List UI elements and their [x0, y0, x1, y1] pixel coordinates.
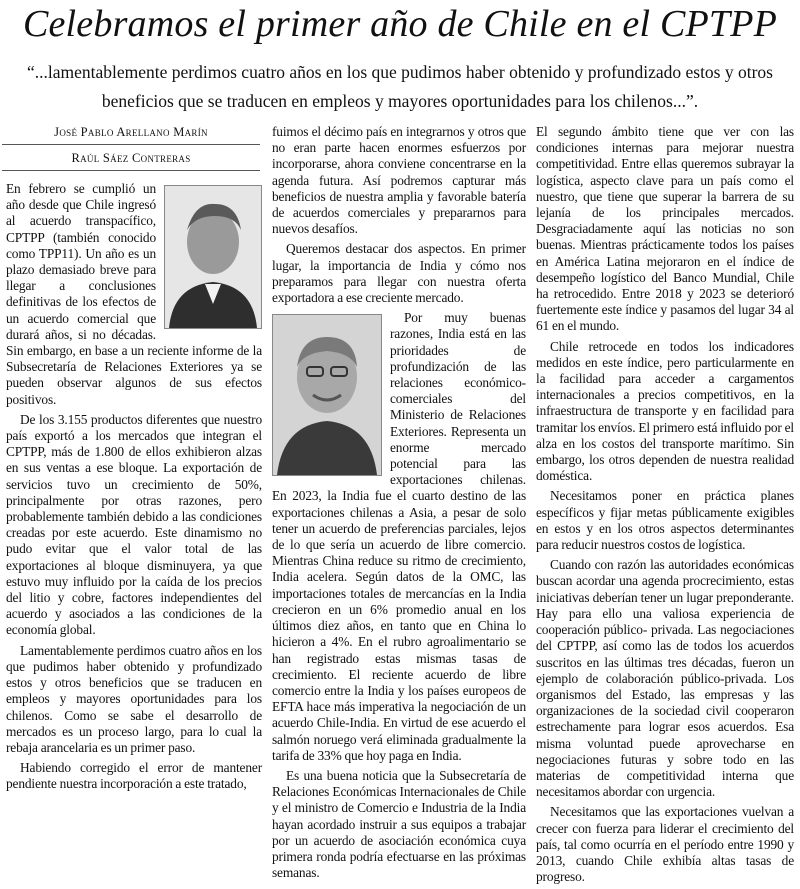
article-paragraph-continuation: El segundo ámbito tiene que ver con las condiciones internas para mejorar nuestra competitividad. Entre ellas queremos subrayar la logística, aspecto clave para un país como el nuestro, que tiene que superar la barrera de su lejanía de los principales mercados. Desgraciadamente aquí las noticias no son buenas. Mientras prácticamente todos los países en América Latina mejoraron en el índice de desempeño logístico del Banco Mundial, Chile ha retrocedido. Entre 2018 y 2023 se deterioró fuertemente este índice y pasamos del lugar 34 al 61 en el mundo.: [536, 124, 794, 334]
byline-divider: [2, 144, 260, 145]
headline: Celebramos el primer año de Chile en el CPTPP: [22, 3, 778, 45]
pull-quote: “...lamentablemente perdimos cuatro años en los que pudimos haber obtenido y profundizado estos y otros beneficios que se traducen en empleos y mayores oportunidades para los chilenos...”.: [27, 62, 773, 111]
article-paragraph: De los 3.155 productos diferentes que nuestro país exportó a los mercados que integran el CPTPP, más de 1.800 de ellos exhibieron alzas en sus ventas a ese bloque. La exportación de servicios tuvo un crecimiento de 50%, principalmente por otras razones, pero probablemente también debido a las condiciones creadas por este acuerdo. Este dinamismo no pudo evitar que el valor total de las exportaciones al bloque disminuyera, ya que estuvo muy influido por la caída de los precios del litio y cobre, factores independientes del acuerdo y asociados a las condiciones de la economía global.: [6, 411, 262, 638]
article-column-1: [6, 181, 262, 797]
article-paragraph: Es una buena noticia que la Subsecretaría de Relaciones Económicas Internacionales de Chile y el ministro de Comercio e Industria de la India hayan acordado instruir a sus equipos a trabajar por un acuerdo de asociación económica cuya primera ronda podría efectuarse en las próximas semanas.: [272, 767, 526, 881]
article-paragraph-continued: Habiendo corregido el error de mantener pendiente nuestra incorporación a este tratado,: [6, 760, 262, 792]
article-paragraph-intro: En febrero se cumplió un año desde que Chile ingresó al acuerdo transpacífico, CPTPP (también conocido como TPP11). Un año es un plazo demasiado breve para llegar a conclusiones definitivas de los efectos de un acuerdo comercial que durará años, si no décadas. Sin embargo, en base a un reciente informe de la Subsecretaría de Relaciones Exteriores ya se pueden observar algunos de sus efectos positivos.: [6, 181, 262, 407]
article-paragraph: Necesitamos poner en práctica planes específicos y fijar metas públicamente exigibles en estos y en los otros aspectos determinantes para reducir nuestros costos de logística.: [536, 488, 794, 553]
article-paragraph: Chile retrocede en todos los indicadores medidos en este índice, pero particularmente en la facilidad para acceder a cargamentos internacionales a precios competitivos, en la infraestructura de transporte y en facilidad para tramitar los envíos. El primero está influido por el alza en los costos del transporte marítimo. Sin embargo, los otros dependen de nuestra realidad doméstica.: [536, 338, 794, 484]
author-photo-arellano: [164, 185, 262, 329]
author-byline-2: Raúl Sáez Contreras: [71, 151, 191, 165]
article-paragraph: Cuando con razón las autoridades económicas buscan acordar una agenda procrecimiento, estas iniciativas deberían tener un lugar preponderante. Hay para ello una valiosa experiencia de cooperación público- privada. Las negociaciones del CPTPP, así como las de todos los acuerdos suscritos en las últimas tres décadas, fueron un ejemplo de colaboración público-privada. Los organismos del Estado, las empresas y las organizaciones de la sociedad civil cooperaron estrechamente para lograr esos acuerdos. Esa misma voluntad puede aprovecharse en negociaciones futuras y sobre todo en las materias de competitividad interna que necesitamos abordar con urgencia.: [536, 557, 794, 800]
article-paragraph-continuation: fuimos el décimo país en integrarnos y otros que no eran parte hacen enormes esfuerzos por incorporarse, ahora conviene concentrarse en la agenda futura. Así podremos capturar más beneficios de nuestra amplia y favorable batería de acuerdos comerciales y prepararnos para nuevos desafíos.: [272, 124, 526, 237]
author-photo-saez: [272, 314, 382, 476]
article-paragraph-india: Por muy buenas razones, India está en las prioridades de profundización de las relaciones económico-comerciales del Ministerio de Relaciones Exteriores. Representa un enorme mercado potencial para las exportaciones chilenas. En 2023, la India fue el cuarto destino de las exportaciones chilenas a Asia, a pesar de solo tener un acuerdo de preferencias parciales, lejos de lo que sería un acuerdo de libre comercio. Mientras China reduce su ritmo de crecimiento, India acelera. Según datos de la OMC, las importaciones totales de mercancías en la India crecieron en un 6% promedio anual en los últimos diez años, en tanto que en China lo hicieron a 4%. En el rubro agroalimentario se han registrado estas mismas tasas de crecimiento. El reciente acuerdo de libre comercio entre la India y los países europeos de EFTA hace más imperativa la negociación de un acuerdo Chile-India. En virtud de ese acuerdo el salmón noruego verá eliminada gradualmente la tarifa de 33% que hoy paga en India.: [272, 310, 526, 763]
byline-divider: [2, 170, 260, 171]
author-byline-1: José Pablo Arellano Marín: [54, 125, 208, 139]
article-paragraph-closing: Necesitamos que las exportaciones vuelvan a crecer con fuerza para liderar el crecimiento del país, tal como ocurría en el período entre 1990 y 2013, cuando Chile exhibía altas tasas de progreso.: [536, 804, 794, 885]
article-column-2: [272, 124, 526, 885]
article-paragraph: Queremos destacar dos aspectos. En primer lugar, la importancia de India y cómo nos preparamos para llegar con nuestra oferta exportadora a ese creciente mercado.: [272, 241, 526, 306]
article-column-3: [536, 124, 794, 889]
article-paragraph: Lamentablemente perdimos cuatro años en los que pudimos haber obtenido y profundizado estos y otros beneficios que se traducen en empleos y mayores oportunidades para los chilenos. Como se sabe el desarrollo de mercados es un proceso largo, para lo cual la rebaja arancelaria es un primer paso.: [6, 642, 262, 755]
